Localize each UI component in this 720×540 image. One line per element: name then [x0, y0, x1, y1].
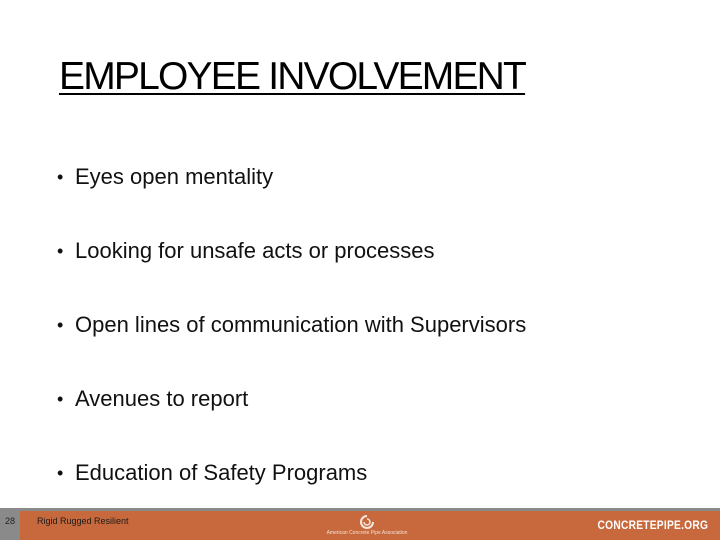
bullet-list [57, 140, 526, 510]
footer-tagline: Rigid Rugged Resilient [37, 516, 129, 526]
bullet-marker: • [57, 388, 64, 409]
bullet-item [57, 436, 526, 510]
bullet-text: Eyes open mentality [75, 164, 274, 189]
association-logo [312, 513, 422, 540]
slide-title: EMPLOYEE INVOLVEMENT [59, 55, 526, 98]
pipe-logo-icon [359, 515, 375, 529]
association-name: American Concrete Pipe Association [326, 530, 408, 536]
bullet-text: Looking for unsafe acts or processes [75, 238, 435, 263]
bullet-marker: • [57, 462, 64, 483]
bullet-text: Open lines of communication with Supervisors [75, 312, 527, 337]
bullet-text: Education of Safety Programs [75, 460, 368, 485]
bullet-text: Avenues to report [75, 386, 249, 411]
bullet-marker: • [57, 240, 64, 261]
footer-bar [0, 511, 720, 540]
bullet-item [57, 362, 526, 436]
page-number: 28 [4, 516, 15, 526]
bullet-item [57, 140, 526, 214]
bullet-item [57, 214, 526, 288]
bullet-marker: • [57, 166, 64, 187]
bullet-marker: • [57, 314, 64, 335]
page-number-box [0, 511, 20, 540]
bullet-item [57, 288, 526, 362]
website-label: CONCRETEPIPE.ORG [597, 518, 708, 532]
